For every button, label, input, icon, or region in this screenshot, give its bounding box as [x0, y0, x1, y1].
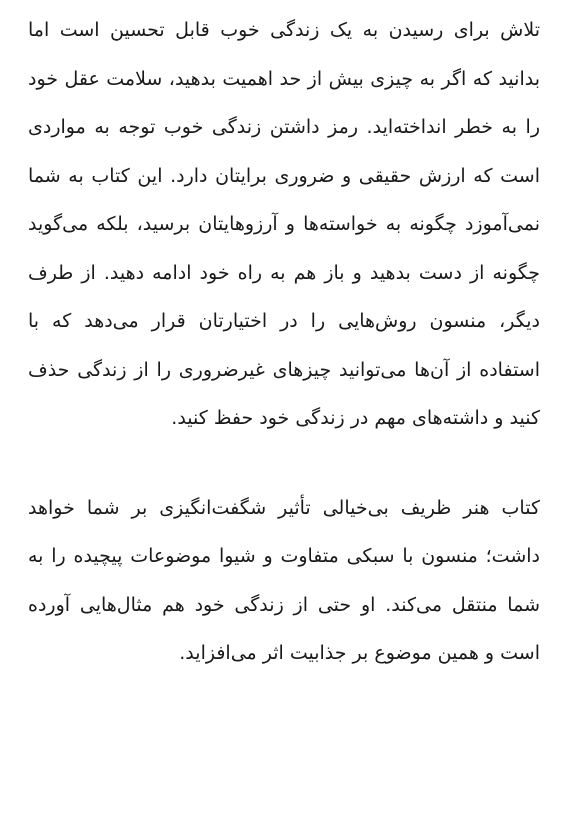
body-paragraph-2: کتاب هنر ظریف بی‌خیالی تأثیر شگفت‌انگیزی بر شما خواهد داشت؛ منسون با سبکی متفاوت و شیوا موضوعات پیچیده را به شما منتقل می‌کند. او حتی از زندگی خود هم مثال‌هایی آورده است و همین موضوع بر جذابیت اثر می‌افزاید.: [28, 496, 540, 664]
body-paragraph-1: تلاش برای رسیدن به یک زندگی خوب قابل تحسین است اما بدانید که اگر به چیزی بیش از حد اهمیت بدهید، سلامت عقل خود را به خطر انداخته‌اید. رمز داشتن زندگی خوب توجه به مواردی است که ارزش حقیقی و ضروری برایتان دارد. این کتاب به شما نمی‌آموزد چگونه به خواسته‌ها و آرزوهایتان برسید، بلکه می‌گوید چگونه از دست بدهید و باز هم به راه خود ادامه دهید. از طرف دیگر، منسون روش‌هایی را در اختیارتان قرار می‌دهد که با استفاده از آن‌ها می‌توانید چیزهای غیرضروری را از زندگی حذف کنید و داشته‌های مهم در زندگی خود حفظ کنید.: [28, 19, 540, 429]
